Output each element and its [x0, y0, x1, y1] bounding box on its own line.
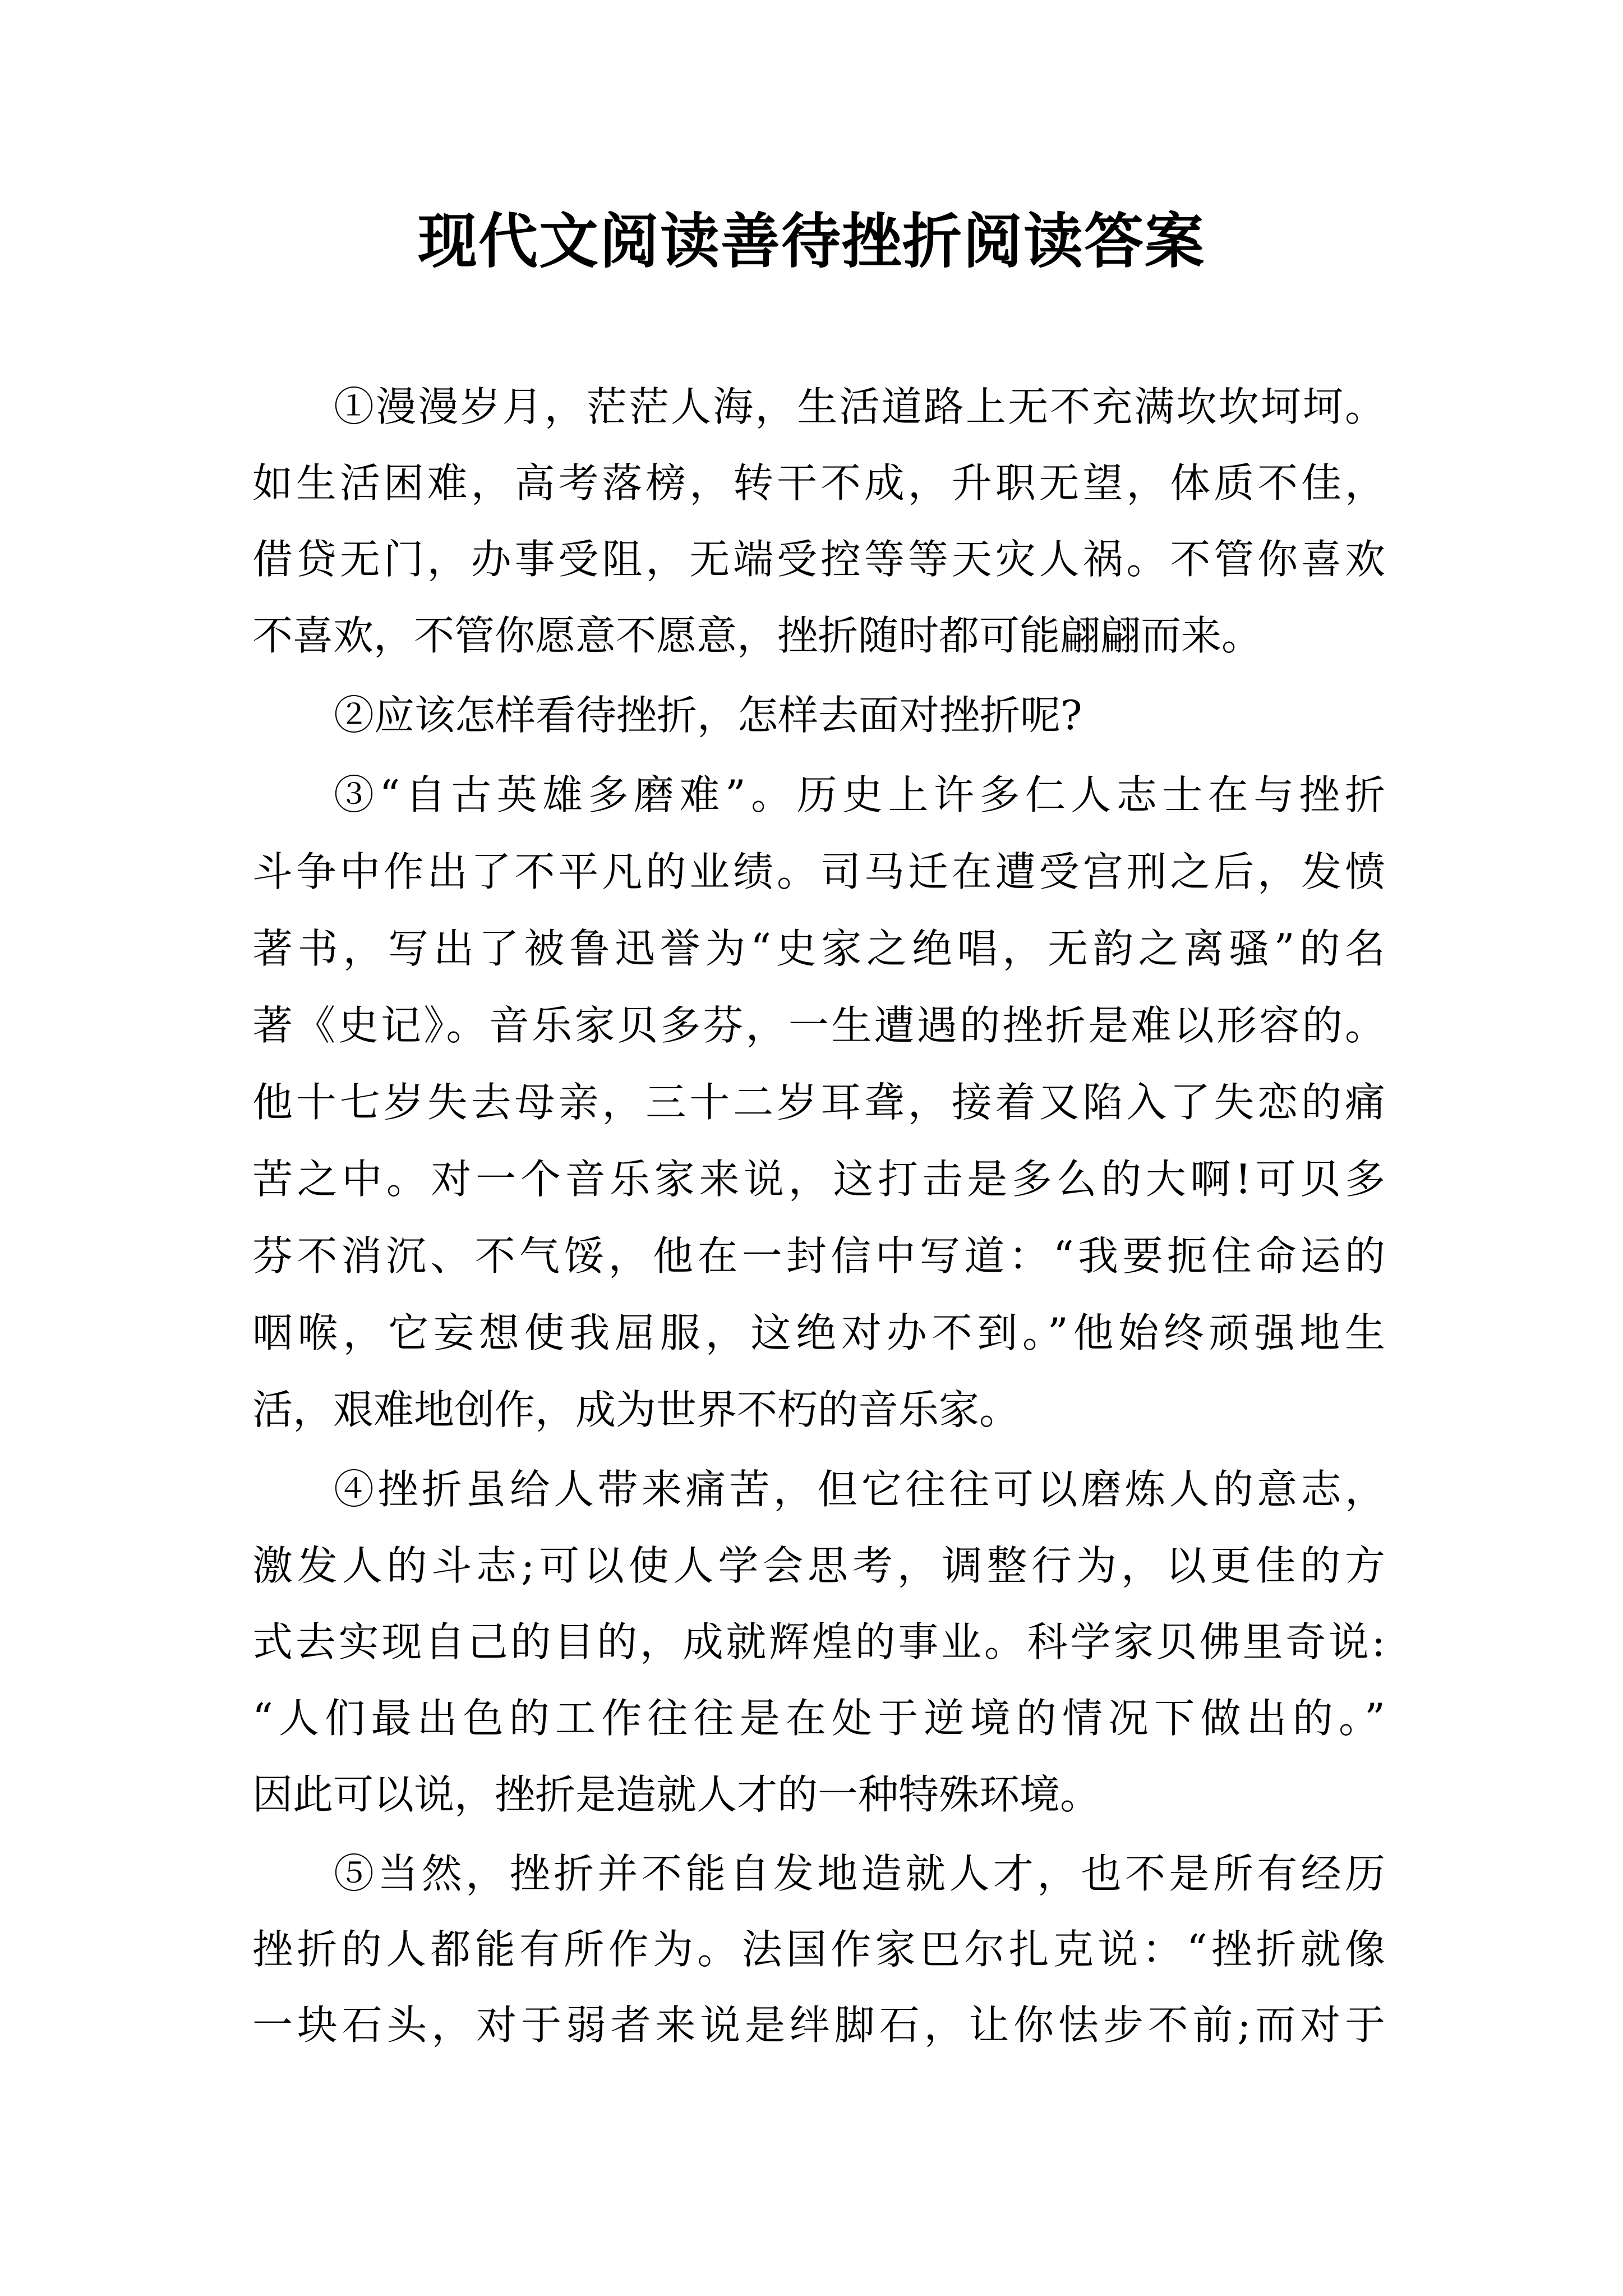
paragraph-5-line-3: 一块石头，对于弱者来说是绊脚石，让你怯步不前;而对于 [252, 2001, 1385, 2049]
paragraph-1-line-1: ①漫漫岁月，茫茫人海，生活道路上无不充满坎坎坷坷。 [334, 383, 1385, 430]
paragraph-3-line-1: ③“自古英雄多磨难”。历史上许多仁人志士在与挫折 [334, 771, 1385, 818]
paragraph-4-line-3: 式去实现自己的目的，成就辉煌的事业。科学家贝佛里奇说: [252, 1618, 1385, 1665]
paragraph-1-line-3: 借贷无门，办事受阻，无端受控等等天灾人祸。不管你喜欢 [252, 536, 1385, 583]
paragraph-3-line-2: 斗争中作出了不平凡的业绩。司马迁在遭受宫刑之后，发愤 [252, 848, 1385, 895]
paragraph-4-line-1: ④挫折虽给人带来痛苦，但它往往可以磨炼人的意志， [334, 1466, 1385, 1513]
paragraph-3-line-4: 著《史记》。音乐家贝多芬，一生遭遇的挫折是难以形容的。 [252, 1002, 1385, 1049]
paragraph-3-line-9: 活，艰难地创作，成为世界不朽的音乐家。 [252, 1386, 1020, 1433]
paragraph-3-line-7: 芬不消沉、不气馁，他在一封信中写道：“我要扼住命运的 [252, 1232, 1385, 1280]
paragraph-3-line-5: 他十七岁失去母亲，三十二岁耳聋，接着又陷入了失恋的痛 [252, 1079, 1385, 1126]
paragraph-4-line-2: 激发人的斗志;可以使人学会思考，调整行为，以更佳的方 [252, 1542, 1385, 1589]
paragraph-4-line-4: “人们最出色的工作往往是在处于逆境的情况下做出的。” [252, 1695, 1385, 1742]
paragraph-1-line-2: 如生活困难，高考落榜，转干不成，升职无望，体质不佳， [252, 459, 1385, 507]
document-title: 现代文阅读善待挫折阅读答案 [418, 206, 1205, 276]
paragraph-5-line-1: ⑤当然，挫折并不能自发地造就人才，也不是所有经历 [334, 1850, 1385, 1897]
paragraph-3-line-6: 苦之中。对一个音乐家来说，这打击是多么的大啊!可贝多 [252, 1156, 1385, 1203]
paragraph-3-line-8: 咽喉，它妄想使我屈服，这绝对办不到。”他始终顽强地生 [252, 1309, 1385, 1356]
paragraph-4-line-5: 因此可以说，挫折是造就人才的一种特殊环境。 [252, 1771, 1101, 1818]
paragraph-3-line-3: 著书，写出了被鲁迅誉为“史家之绝唱，无韵之离骚”的名 [252, 925, 1385, 972]
paragraph-5-line-2: 挫折的人都能有所作为。法国作家巴尔扎克说：“挫折就像 [252, 1926, 1385, 1973]
paragraph-1-line-4: 不喜欢，不管你愿意不愿意，挫折随时都可能翩翩而来。 [252, 612, 1262, 659]
paragraph-2-line-1: ②应该怎样看待挫折，怎样去面对挫折呢? [334, 692, 1082, 739]
